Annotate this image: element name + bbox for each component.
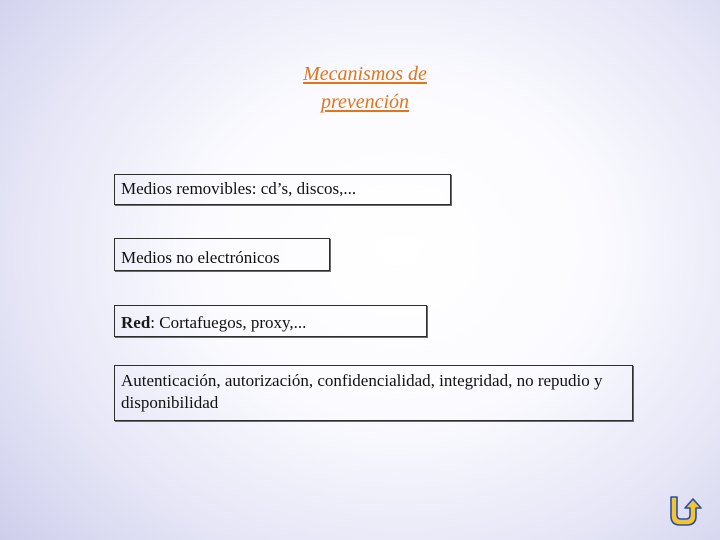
item-box-network (114, 305, 427, 337)
return-arrow-icon[interactable] (666, 494, 702, 526)
item-label-red: Red (121, 313, 151, 332)
item-text: Medios no electrónicos (121, 248, 280, 267)
slide-title-line-1: Mecanismos de (303, 63, 427, 85)
item-box-security-services (114, 365, 633, 421)
item-box-removable-media (114, 174, 451, 205)
item-text: Autenticación, autorización, confidencialidad, integridad, no repudio y disponibilidad (121, 371, 603, 412)
slide-title (200, 60, 530, 116)
item-text: Medios removibles: cd’s, discos,... (121, 179, 357, 198)
item-text: : Cortafuegos, proxy,... (150, 313, 307, 332)
item-box-non-electronic-media (114, 238, 330, 271)
return-arrow-icon-graphic (666, 494, 702, 526)
slide-title-line-2: prevención (320, 91, 410, 113)
